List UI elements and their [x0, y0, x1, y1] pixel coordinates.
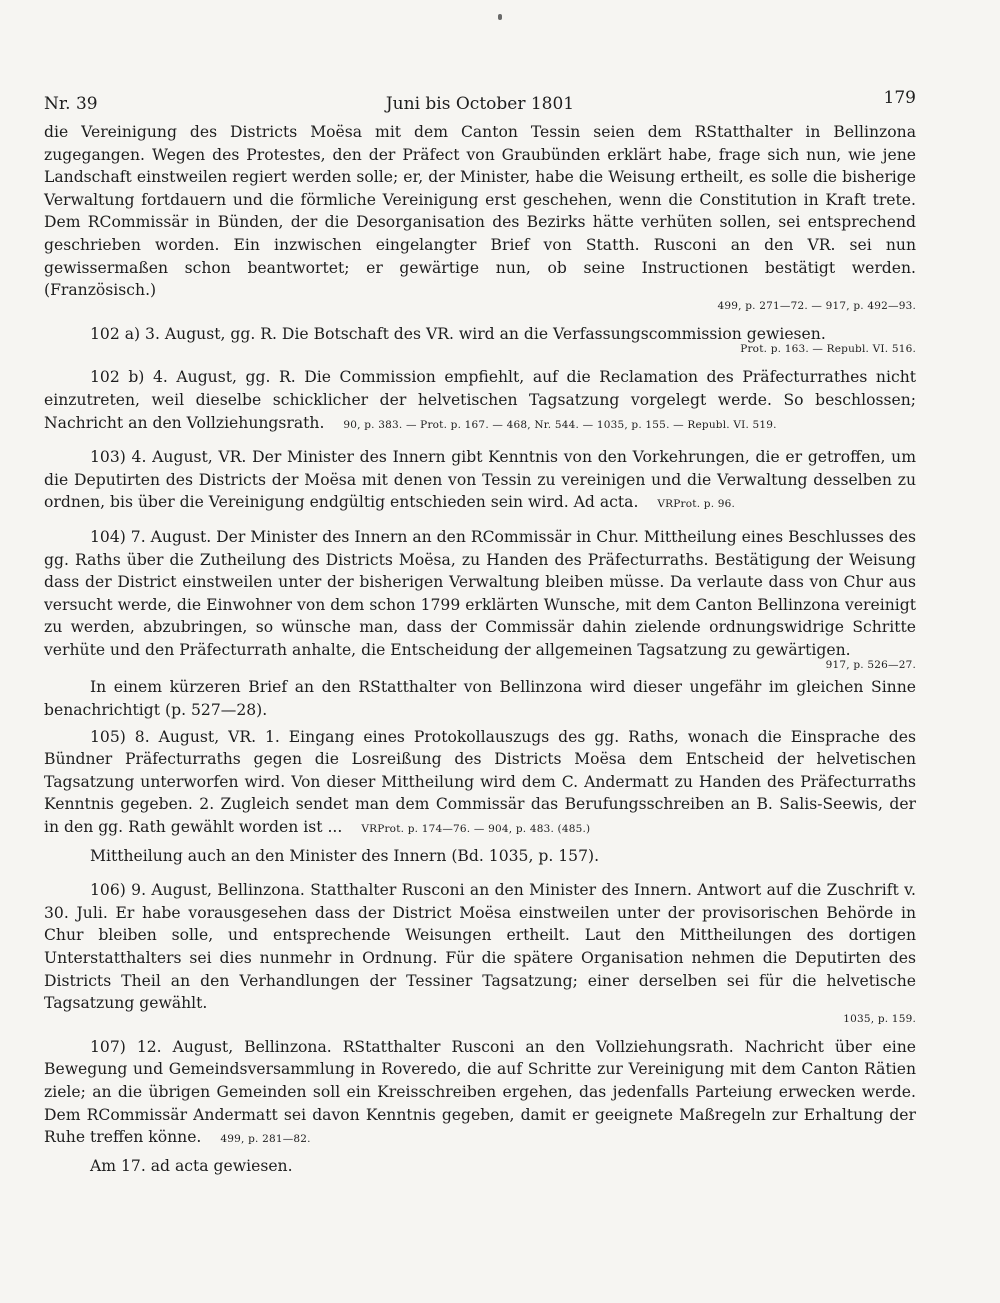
running-title: Juni bis October 1801 [385, 94, 575, 114]
source-citation: 917, p. 526—27. [825, 659, 916, 672]
paragraph-text: 107) 12. August, Bellinzona. RStatthalter Rusconi an den Vollziehungsrath. Nachricht über eine Bewegung und Gemeindsversammlung in Roveredo, die auf Schritte zur Vereinigung mit dem Canton Rätien ziele; an die übrigen Gemeinden soll ein Kreisschreiben ergehen, das jedenfalls Parteiung erwecken werde. Dem RCommissär Andermatt sei davon Kenntnis gegeben, damit er geeignete Maßregeln zur Erhaltung der Ruhe treffen könne. [44, 1037, 916, 1147]
source-citation: 1035, p. 159. [843, 1012, 916, 1025]
print-mark [498, 14, 502, 20]
source-citation: VRProt. p. 96. [657, 498, 736, 511]
document-number: Nr. 39 [44, 94, 98, 114]
paragraph-text: 104) 7. August. Der Minister des Innern an den RCommissär in Chur. Mittheilung eines Beschlusses des gg. Raths über die Zutheilung des Districts Moësa, zu Handen des Präfecturraths. Bestätigung der Weisung dass der District einstweilen unter der bisherigen Verwaltung bleiben müsse. Da verlaute dass von Chur aus versucht werde, die Einwohner von dem schon 1799 erklärten Wunsche, mit dem Canton Bellinzona vereinigt zu werden, abzubringen, so wünsche man, dass der Commissär dahin zielende ordnungswidrige Schritte verhüte und den Präfecturrath anhalte, die Entscheidung der allgemeinen Tagsatzung zu gewärtigen. [44, 527, 916, 659]
paragraph [44, 879, 916, 1015]
paragraph-text: 106) 9. August, Bellinzona. Statthalter Rusconi an den Minister des Innern. Antwort auf die Zuschrift v. 30. Juli. Er habe vorausgesehen dass der District Moësa einstweilen unter der provisorischen Behörde in Chur bleiben solle, und entsprechende Weisungen ertheilt. Laut den Mittheilungen des dortigen Unterstatthalters sei dies nunmehr in Ordnung. Für die spätere Organisation nehmen die Deputirten des Districts Theil an den Verhandlungen der Tessiner Tagsatzung; einer derselben sei für die helvetische Tagsatzung gewählt. [44, 881, 916, 1013]
paragraph-text: Am 17. ad acta gewiesen. [90, 1156, 293, 1175]
paragraph-text: Mittheilung auch an den Minister des Innern (Bd. 1035, p. 157). [90, 846, 600, 865]
paragraph-text: die Vereinigung des Districts Moësa mit dem Canton Tessin seien dem RStatthalter in Bellinzona zugegangen. Wegen des Protestes, den der Präfect von Graubünden erklärt habe, frage sich nun, wie jene Landschaft einstweilen regiert werden solle; er, der Minister, habe die Weisung ertheilt, es solle die bisherige Verwaltung fortdauern und die förmliche Vereinigung erst geschehen, wenn die Constitution in Kraft trete. Dem RCommissär in Bünden, der die Desorganisation des Bezirks hätte verhüten sollen, sei entsprechend geschrieben worden. Ein inzwischen eingelangter Brief von Statth. Rusconi an den VR. sei nun gewissermaßen schon beantwortet; er gewärtige nun, ob seine Instructionen bestätigt werden. (Französisch.) [44, 123, 916, 300]
paragraph [44, 1036, 916, 1151]
source-citation: VRProt. p. 174—76. — 904, p. 483. (485.) [361, 823, 591, 836]
source-citation: 499, p. 281—82. [220, 1133, 311, 1146]
paragraph-text: 102 b) 4. August, gg. R. Die Commission empfiehlt, auf die Reclamation des Präfecturrathes nicht einzutreten, weil dieselbe schicklicher der helvetischen Tagsatzung vorgelegt werde. So beschlossen; Nachricht an den Vollziehungsrath. [44, 368, 916, 432]
paragraph [44, 845, 916, 868]
paragraph-text: 102 a) 3. August, gg. R. Die Botschaft des VR. wird an die Verfassungscommission gewiesen. [90, 324, 826, 343]
page-body [44, 121, 916, 1177]
paragraph [44, 121, 916, 302]
paragraph-text: 105) 8. August, VR. 1. Eingang eines Protokollauszugs des gg. Raths, wonach die Einsprache des Bündner Präfecturraths gegen die Losreißung des Districts Moësa dem Entscheid der helvetischen Tagsatzung unterworfen wird. Von dieser Mittheilung wird dem C. Andermatt zu Handen des Präfecturraths Kenntnis gegeben. 2. Zugleich sendet man dem Commissär das Berufungsschreiben an B. Salis-Seewis, der in den gg. Rath gewählt worden ist ... [44, 727, 916, 837]
paragraph [44, 366, 916, 436]
paragraph [44, 676, 916, 721]
source-citation: Prot. p. 163. — Republ. VI. 516. [740, 343, 916, 356]
paragraph-text: 103) 4. August, VR. Der Minister des Innern gibt Kenntnis von den Vorkehrungen, die er getroffen, um die Deputirten des Districts der Moësa mit denen von Tessin zu vereinigen und die Verwaltung desselben zu ordnen, bis über die Vereinigung endgültig entschieden sein wird. Ad acta. [44, 448, 916, 512]
paragraph [44, 526, 916, 662]
page-header [44, 90, 916, 118]
paragraph-text: In einem kürzeren Brief an den RStatthalter von Bellinzona wird dieser ungefähr im gleichen Sinne benachrichtigt (p. 527—28). [44, 678, 916, 720]
source-citation: 499, p. 271—72. — 917, p. 492—93. [717, 299, 916, 312]
source-citation: 90, p. 383. — Prot. p. 167. — 468, Nr. 544. — 1035, p. 155. — Republ. VI. 519. [343, 418, 777, 431]
paragraph [44, 726, 916, 841]
page-number: 179 [883, 88, 916, 108]
paragraph [44, 446, 916, 516]
paragraph [44, 1155, 916, 1178]
